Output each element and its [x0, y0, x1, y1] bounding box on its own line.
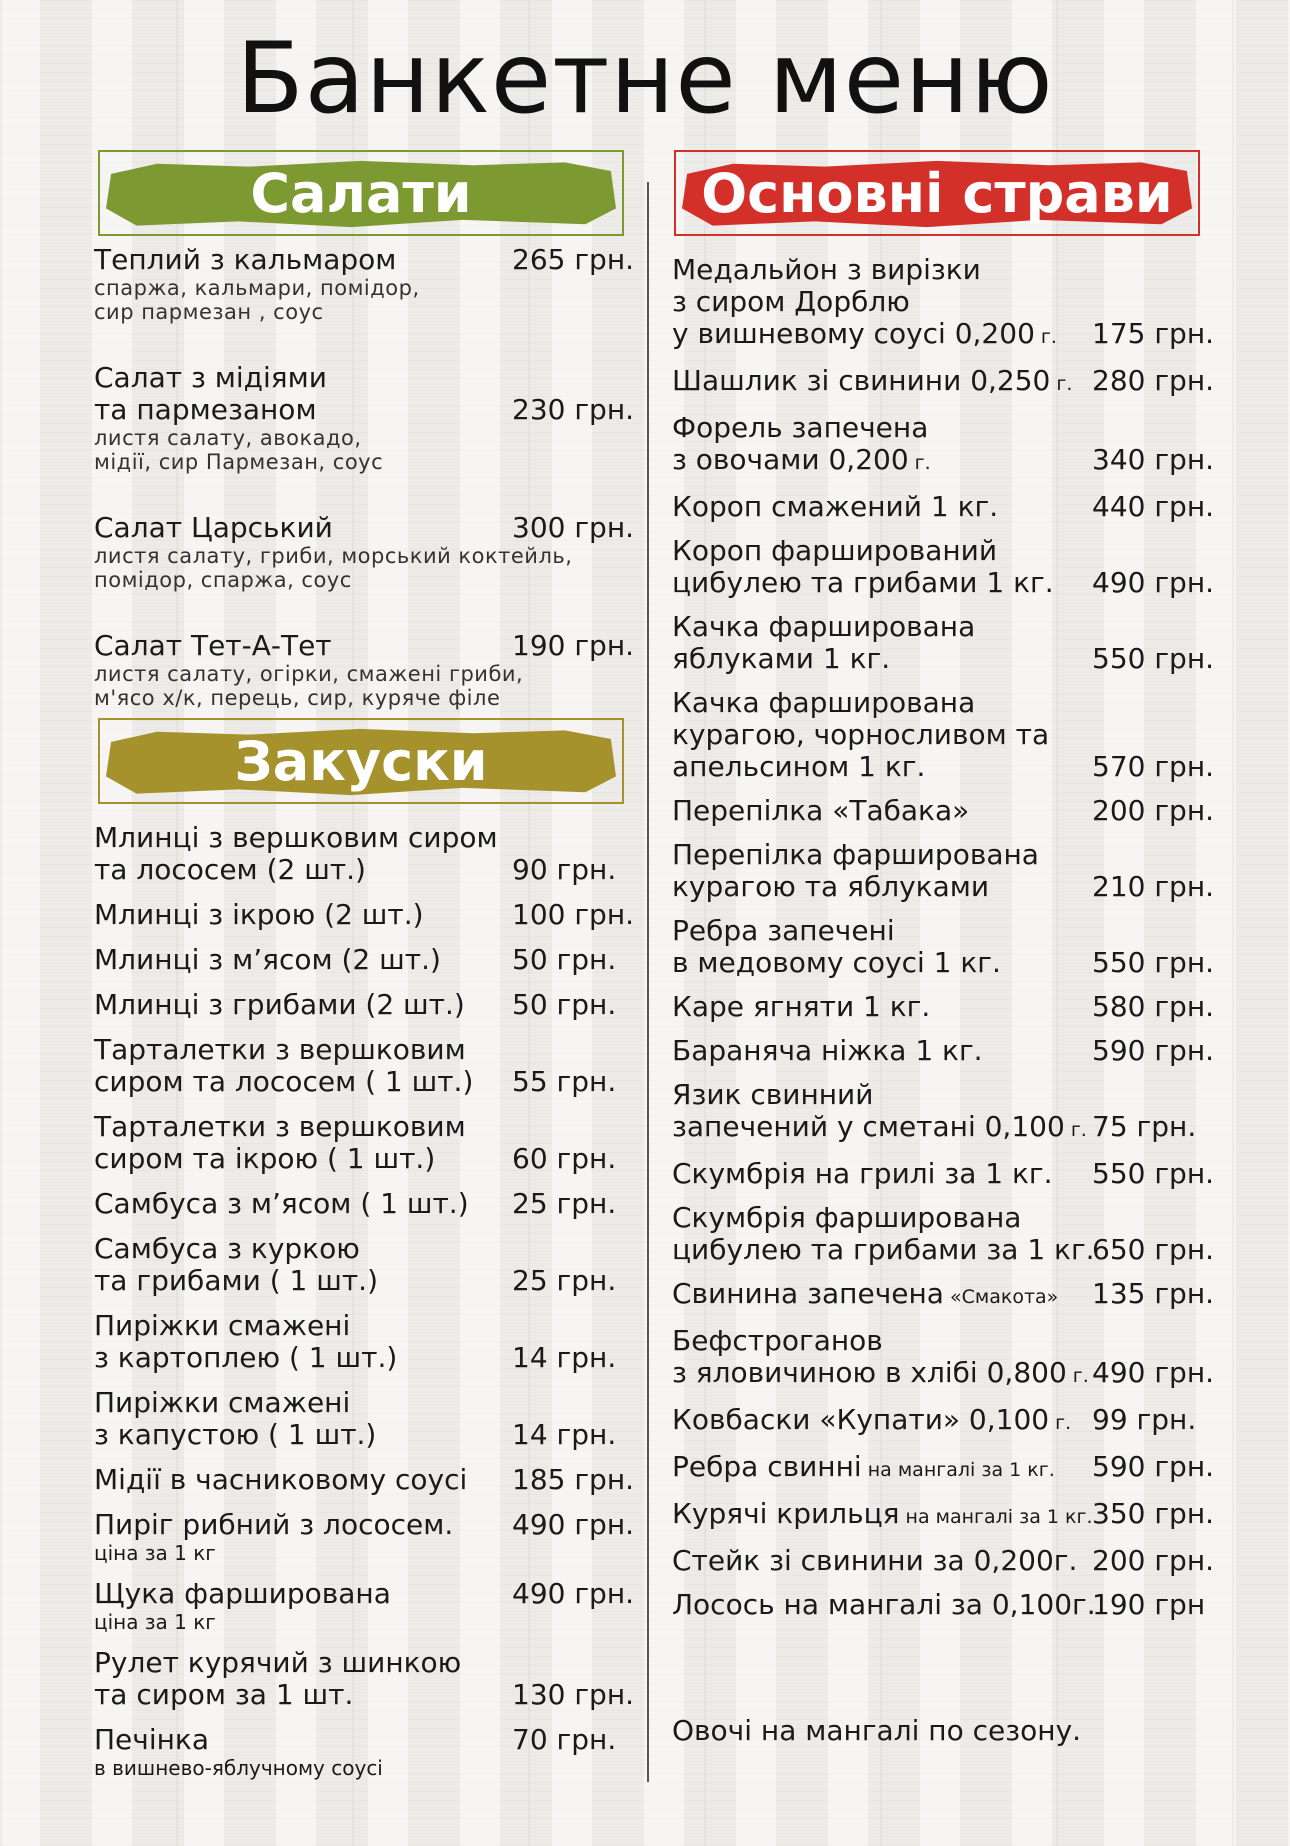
item-price: 590 грн. [1092, 1034, 1215, 1067]
menu-item [672, 1498, 1232, 1533]
item-price: 14 грн. [512, 1341, 617, 1374]
item-name [94, 1387, 634, 1419]
item-name-text: Тарталетки з вершковим [94, 1033, 466, 1066]
item-name-text: Ребра свинні [672, 1450, 862, 1483]
item-price: 50 грн. [512, 943, 617, 976]
item-name-text: з капустою ( 1 шт.) [94, 1418, 377, 1451]
item-name-text: апельсином 1 кг. [672, 750, 926, 783]
mains-list [672, 254, 1232, 1633]
menu-item [672, 1202, 1232, 1266]
item-name-text: з сиром Дорблю [672, 285, 910, 318]
menu-item [94, 1233, 634, 1297]
item-price: 25 грн. [512, 1187, 617, 1220]
menu-item [94, 630, 634, 710]
item-name-text: з яловичиною в хлібі 0,800 [672, 1356, 1067, 1389]
item-description: листя салату, авокадо, [94, 426, 362, 450]
item-name [672, 1202, 1232, 1234]
item-name-text: Скумбрія на грилі за 1 кг. [672, 1157, 1053, 1190]
item-price: 75 грн. [1092, 1110, 1197, 1143]
menu-item [672, 1079, 1232, 1146]
item-name-text: Рулет курячий з шинкою [94, 1646, 462, 1679]
item-description: мідії, сир Пармезан, соус [94, 450, 384, 474]
item-name-text: Печінка [94, 1723, 209, 1756]
item-price: 590 грн. [1092, 1450, 1215, 1483]
item-name [94, 362, 634, 394]
item-note: ціна за 1 кг [94, 1610, 216, 1634]
item-name [94, 1310, 634, 1342]
item-price: 440 грн. [1092, 490, 1215, 523]
item-name-text: Свинина запечена [672, 1277, 944, 1310]
item-name-text: курагою та яблуками [672, 870, 990, 903]
menu-item [672, 611, 1232, 675]
menu-item [672, 1451, 1232, 1486]
item-description: помідор, спаржа, соус [94, 568, 352, 592]
item-name-text: курагою, чорносливом та [672, 718, 1050, 751]
item-name-text: Короп смажений 1 кг. [672, 490, 999, 523]
item-name-text: Каре ягняти 1 кг. [672, 990, 931, 1023]
item-price: 70 грн. [512, 1723, 617, 1756]
item-weight-note: г. [908, 452, 931, 474]
item-name-text: Скумбрія фарширована [672, 1201, 1022, 1234]
appetizers-list [94, 822, 634, 1793]
menu-item [94, 899, 634, 931]
item-name-text: Самбуса з куркою [94, 1232, 360, 1265]
item-name-text: Ковбаски «Купати» 0,100 [672, 1403, 1050, 1436]
item-weight-note: г. [1050, 373, 1073, 395]
item-name-text: Мідії в часниковому соусі [94, 1463, 468, 1496]
column-divider [647, 182, 649, 1782]
item-name-text: Качка фарширована [672, 610, 976, 643]
item-name [94, 822, 634, 854]
menu-item [94, 822, 634, 886]
item-name-text: цибулею та грибами 1 кг. [672, 566, 1054, 599]
item-name-text: Млинці з ікрою (2 шт.) [94, 898, 424, 931]
menu-item [672, 365, 1232, 400]
item-price: 490 грн. [1092, 566, 1215, 599]
item-price: 190 грн. [512, 629, 635, 662]
menu-item [94, 1111, 634, 1175]
item-weight-note: «Смакота» [943, 1286, 1059, 1308]
item-name-text: цибулею та грибами за 1 кг. [672, 1233, 1095, 1266]
menu-item [94, 244, 634, 324]
item-description: м'ясо х/к, перець, сир, куряче філе [94, 686, 501, 710]
item-name-text: та сиром за 1 шт. [94, 1678, 354, 1711]
item-name-text: сиром та лососем ( 1 шт.) [94, 1065, 474, 1098]
item-name-text: Шашлик зі свинини 0,250 [672, 364, 1051, 397]
item-weight-note: г. [1049, 1412, 1072, 1434]
item-name-text: Лосось на мангалі за 0,100г. [672, 1588, 1096, 1621]
item-price: 300 грн. [512, 511, 635, 544]
item-name-text: Салат з мідіями [94, 361, 327, 394]
item-price: 190 грн [1092, 1588, 1206, 1621]
item-name-text: Ребра запечені [672, 914, 895, 947]
item-name-text: Курячі крильця [672, 1497, 900, 1530]
item-price: 99 грн. [1092, 1403, 1197, 1436]
item-price: 550 грн. [1092, 642, 1215, 675]
item-name-text: в медовому соусі 1 кг. [672, 946, 1001, 979]
menu-item [672, 1404, 1232, 1439]
menu-item [94, 1647, 634, 1711]
item-name [94, 1111, 634, 1143]
item-name-text: Млинці з м’ясом (2 шт.) [94, 943, 441, 976]
item-name [672, 915, 1232, 947]
menu-item [94, 1724, 634, 1780]
menu-item [672, 1278, 1232, 1313]
item-name-text: Стейк зі свинини за 0,200г. [672, 1544, 1078, 1577]
item-price: 90 грн. [512, 853, 617, 886]
item-weight-note: г. [1034, 326, 1057, 348]
menu-item [672, 491, 1232, 523]
menu-item [94, 989, 634, 1021]
item-price: 200 грн. [1092, 1544, 1215, 1577]
item-note: ціна за 1 кг [94, 1541, 216, 1565]
item-name [672, 719, 1232, 751]
item-name [672, 611, 1232, 643]
item-price: 135 грн. [1092, 1277, 1215, 1310]
item-price: 175 грн. [1092, 317, 1215, 350]
item-name-text: запечений у сметані 0,100 [672, 1110, 1065, 1143]
mains-banner [674, 150, 1200, 236]
item-price: 550 грн. [1092, 946, 1215, 979]
menu-item [94, 1387, 634, 1451]
item-name-text: Салат Царський [94, 511, 333, 544]
menu-item [672, 412, 1232, 479]
item-name-text: та пармезаном [94, 393, 317, 426]
page-title: Банкетне меню [236, 22, 1054, 136]
item-weight-note: на мангалі за 1 кг. [899, 1506, 1093, 1528]
item-price: 185 грн. [512, 1463, 635, 1496]
item-name-text: Бефстроганов [672, 1324, 883, 1357]
item-price: 650 грн. [1092, 1233, 1215, 1266]
item-price: 230 грн. [512, 393, 635, 426]
salads-list [94, 244, 634, 748]
item-price: 280 грн. [1092, 364, 1215, 397]
salads-heading: Салати [250, 161, 472, 225]
menu-item [94, 512, 634, 592]
item-weight-note: г. [1064, 1119, 1087, 1141]
item-name [94, 1034, 634, 1066]
menu-item [94, 1464, 634, 1496]
menu-item [672, 1545, 1232, 1577]
item-price: 340 грн. [1092, 443, 1215, 476]
item-name-text: Перепілка фарширована [672, 838, 1039, 871]
item-name-text: Короп фарширований [672, 534, 998, 567]
item-name-text: Медальйон з вирізки [672, 253, 981, 286]
item-description: сир пармезан , соус [94, 300, 324, 324]
item-name-text: Тарталетки з вершковим [94, 1110, 466, 1143]
menu-item [94, 1310, 634, 1374]
item-name [672, 687, 1232, 719]
menu-item [94, 1188, 634, 1220]
item-name-text: Самбуса з м’ясом ( 1 шт.) [94, 1187, 469, 1220]
item-name [672, 412, 1232, 444]
menu-item [94, 1034, 634, 1098]
menu-item [672, 839, 1232, 903]
item-name [94, 1647, 634, 1679]
item-price: 490 грн. [512, 1577, 635, 1610]
mains-heading: Основні страви [701, 161, 1173, 225]
item-price: 130 грн. [512, 1678, 635, 1711]
menu-item [672, 795, 1232, 827]
item-name-text: Пиріжки смажені [94, 1386, 351, 1419]
menu-item [94, 944, 634, 976]
item-price: 210 грн. [1092, 870, 1215, 903]
menu-item [94, 1578, 634, 1634]
item-name-text: Салат Тет-А-Тет [94, 629, 332, 662]
item-name-text: та грибами ( 1 шт.) [94, 1264, 378, 1297]
item-name-text: Теплий з кальмаром [94, 243, 397, 276]
item-name-text: Качка фарширована [672, 686, 976, 719]
menu-item [672, 535, 1232, 599]
item-name-text: Перепілка «Табака» [672, 794, 970, 827]
mains-footer: Овочі на мангалі по сезону. [672, 1714, 1082, 1747]
item-price: 265 грн. [512, 243, 635, 276]
item-description: листя салату, огірки, смажені гриби, [94, 662, 524, 686]
item-price: 14 грн. [512, 1418, 617, 1451]
item-name [94, 1233, 634, 1265]
item-name-text: Щука фарширована [94, 1577, 391, 1610]
item-name [672, 254, 1232, 286]
item-name-text: сиром та ікрою ( 1 шт.) [94, 1142, 436, 1175]
item-name [672, 1325, 1232, 1357]
item-name-text: з картоплею ( 1 шт.) [94, 1341, 398, 1374]
menu-item [94, 1509, 634, 1565]
item-price: 50 грн. [512, 988, 617, 1021]
menu-item [672, 687, 1232, 783]
item-name-text: з овочами 0,200 [672, 443, 909, 476]
item-note: в вишнево-яблучному соусі [94, 1756, 383, 1780]
item-price: 60 грн. [512, 1142, 617, 1175]
item-price: 570 грн. [1092, 750, 1215, 783]
item-name-text: та лососем (2 шт.) [94, 853, 366, 886]
item-name-text: у вишневому соусі 0,200 [672, 317, 1035, 350]
item-name [672, 286, 1232, 318]
menu-item [672, 915, 1232, 979]
item-name-text: Пиріжки смажені [94, 1309, 351, 1342]
item-name [672, 535, 1232, 567]
item-price: 550 грн. [1092, 1157, 1215, 1190]
menu-item [94, 362, 634, 474]
item-name [672, 1079, 1232, 1111]
item-name-text: Пиріг рибний з лососем. [94, 1508, 454, 1541]
item-price: 100 грн. [512, 898, 635, 931]
menu-item [672, 1325, 1232, 1392]
item-description: спаржа, кальмари, помідор, [94, 276, 420, 300]
item-weight-note: г. [1066, 1365, 1089, 1387]
menu-item [672, 1589, 1232, 1621]
item-price: 490 грн. [512, 1508, 635, 1541]
item-price: 200 грн. [1092, 794, 1215, 827]
item-name [672, 839, 1232, 871]
item-name-text: Млинці з вершковим сиром [94, 821, 498, 854]
menu-item [672, 991, 1232, 1023]
item-name-text: Бараняча ніжка 1 кг. [672, 1034, 983, 1067]
item-price: 350 грн. [1092, 1497, 1215, 1530]
item-name-text: Язик свинний [672, 1078, 874, 1111]
item-price: 490 грн. [1092, 1356, 1215, 1389]
item-description: листя салату, гриби, морський коктейль, [94, 544, 573, 568]
menu-item [672, 1035, 1232, 1067]
item-name-text: Форель запечена [672, 411, 929, 444]
item-weight-note: на мангалі за 1 кг. [861, 1459, 1055, 1481]
salads-banner [98, 150, 624, 236]
item-name-text: Млинці з грибами (2 шт.) [94, 988, 465, 1021]
menu-item [672, 1158, 1232, 1190]
item-price: 55 грн. [512, 1065, 617, 1098]
appetizers-heading: Закуски [234, 729, 488, 793]
menu-item [672, 254, 1232, 353]
item-price: 580 грн. [1092, 990, 1215, 1023]
item-name-text: яблуками 1 кг. [672, 642, 891, 675]
item-price: 25 грн. [512, 1264, 617, 1297]
